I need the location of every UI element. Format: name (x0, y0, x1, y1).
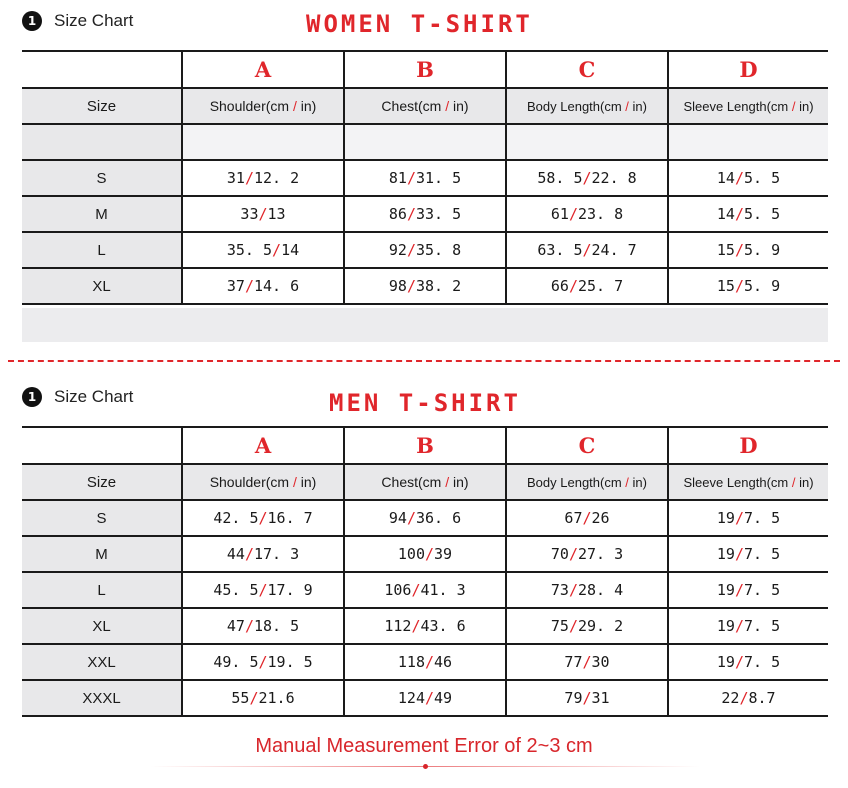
section-title: MEN T-SHIRT (329, 389, 521, 417)
measurement-letter: C (578, 57, 596, 82)
table-row (22, 608, 828, 644)
measurement-cell: 112/43. 6 (344, 608, 506, 644)
measurement-cell: 14/5. 5 (668, 196, 828, 232)
measurement-letter: D (739, 57, 758, 82)
measurement-cell: 19/7. 5 (668, 608, 828, 644)
letter-cell (344, 427, 506, 464)
measurement-cell: 86/33. 5 (344, 196, 506, 232)
size-cell: S (22, 160, 182, 196)
measurement-cell: 79/31 (506, 680, 668, 716)
measurement-letter: A (254, 433, 272, 458)
measurement-cell: 42. 5/16. 7 (182, 500, 344, 536)
column-header: Body Length(cm / in) (506, 464, 668, 500)
women-size-table (22, 50, 828, 305)
measurement-cell: 35. 5/14 (182, 232, 344, 268)
column-header: Shoulder(cm / in) (182, 464, 344, 500)
measurement-cell: 61/23. 8 (506, 196, 668, 232)
size-cell: M (22, 196, 182, 232)
measurement-cell: 100/39 (344, 536, 506, 572)
letter-cell (506, 427, 668, 464)
table-row (22, 680, 828, 716)
size-column-header: Size (22, 88, 182, 124)
table-row (22, 232, 828, 268)
measurement-cell: 63. 5/24. 7 (506, 232, 668, 268)
measurement-cell: 81/31. 5 (344, 160, 506, 196)
measurement-cell: 14/5. 5 (668, 160, 828, 196)
measurement-letter: A (254, 57, 272, 82)
measurement-cell: 66/25. 7 (506, 268, 668, 304)
column-header: Chest(cm / in) (344, 464, 506, 500)
letter-cell (344, 51, 506, 88)
size-cell: XL (22, 268, 182, 304)
table-row (22, 500, 828, 536)
size-cell: S (22, 500, 182, 536)
size-cell: M (22, 536, 182, 572)
bottom-gray-band (22, 308, 828, 342)
measurement-cell: 15/5. 9 (668, 232, 828, 268)
column-header: Sleeve Length(cm / in) (668, 464, 828, 500)
measurement-cell: 37/14. 6 (182, 268, 344, 304)
table-row (22, 644, 828, 680)
number-one-badge-icon: 1 (22, 11, 42, 31)
empty-corner-cell (22, 427, 182, 464)
measurement-cell: 124/49 (344, 680, 506, 716)
measurement-cell: 49. 5/19. 5 (182, 644, 344, 680)
measurement-cell: 73/28. 4 (506, 572, 668, 608)
table-row (22, 196, 828, 232)
size-cell: XL (22, 608, 182, 644)
size-column-header: Size (22, 464, 182, 500)
blank-row (22, 124, 828, 160)
measurement-cell: 33/13 (182, 196, 344, 232)
letter-cell (182, 51, 344, 88)
size-chart-heading (22, 10, 133, 32)
measurement-cell: 31/12. 2 (182, 160, 344, 196)
measurement-letter-row (22, 427, 828, 464)
measurement-cell: 94/36. 6 (344, 500, 506, 536)
letter-cell (668, 51, 828, 88)
measurement-cell: 92/35. 8 (344, 232, 506, 268)
letter-cell (182, 427, 344, 464)
column-header-row (22, 464, 828, 500)
table-row (22, 268, 828, 304)
men-table-body (22, 500, 828, 716)
measurement-letter: D (739, 433, 758, 458)
measurement-cell: 98/38. 2 (344, 268, 506, 304)
size-chart-label: Size Chart (54, 387, 134, 406)
column-header: Sleeve Length(cm / in) (668, 88, 828, 124)
measurement-cell: 19/7. 5 (668, 644, 828, 680)
table-row (22, 160, 828, 196)
measurement-cell: 55/21.6 (182, 680, 344, 716)
measurement-cell: 118/46 (344, 644, 506, 680)
measurement-cell: 67/26 (506, 500, 668, 536)
measurement-cell: 70/27. 3 (506, 536, 668, 572)
letter-cell (668, 427, 828, 464)
men-size-table (22, 426, 828, 717)
column-header-row (22, 88, 828, 124)
measurement-cell: 58. 5/22. 8 (506, 160, 668, 196)
measurement-cell: 19/7. 5 (668, 500, 828, 536)
column-header: Shoulder(cm / in) (182, 88, 344, 124)
table-row (22, 536, 828, 572)
column-header: Chest(cm / in) (344, 88, 506, 124)
measurement-letter: B (416, 57, 434, 82)
column-header: Body Length(cm / in) (506, 88, 668, 124)
size-cell: XXL (22, 644, 182, 680)
measurement-letter: B (416, 433, 434, 458)
measurement-error-note: Manual Measurement Error of 2~3 cm (255, 735, 593, 757)
measurement-cell: 75/29. 2 (506, 608, 668, 644)
measurement-letter: C (578, 433, 596, 458)
measurement-cell: 22/8.7 (668, 680, 828, 716)
empty-corner-cell (22, 51, 182, 88)
number-one-badge-icon: 1 (22, 387, 42, 407)
measurement-cell: 44/17. 3 (182, 536, 344, 572)
measurement-cell: 106/41. 3 (344, 572, 506, 608)
measurement-cell: 19/7. 5 (668, 536, 828, 572)
footer-dot (423, 764, 428, 769)
size-cell: L (22, 232, 182, 268)
size-chart-label: Size Chart (54, 11, 134, 30)
women-table-body (22, 160, 828, 304)
measurement-cell: 77/30 (506, 644, 668, 680)
size-cell: XXXL (22, 680, 182, 716)
letter-cell (506, 51, 668, 88)
measurement-cell: 15/5. 9 (668, 268, 828, 304)
measurement-cell: 45. 5/17. 9 (182, 572, 344, 608)
table-row (22, 572, 828, 608)
dashed-divider (8, 360, 840, 362)
measurement-cell: 19/7. 5 (668, 572, 828, 608)
size-chart-heading (22, 386, 133, 408)
size-cell: L (22, 572, 182, 608)
section-title: WOMEN T-SHIRT (306, 10, 533, 38)
measurement-cell: 47/18. 5 (182, 608, 344, 644)
measurement-letter-row (22, 51, 828, 88)
